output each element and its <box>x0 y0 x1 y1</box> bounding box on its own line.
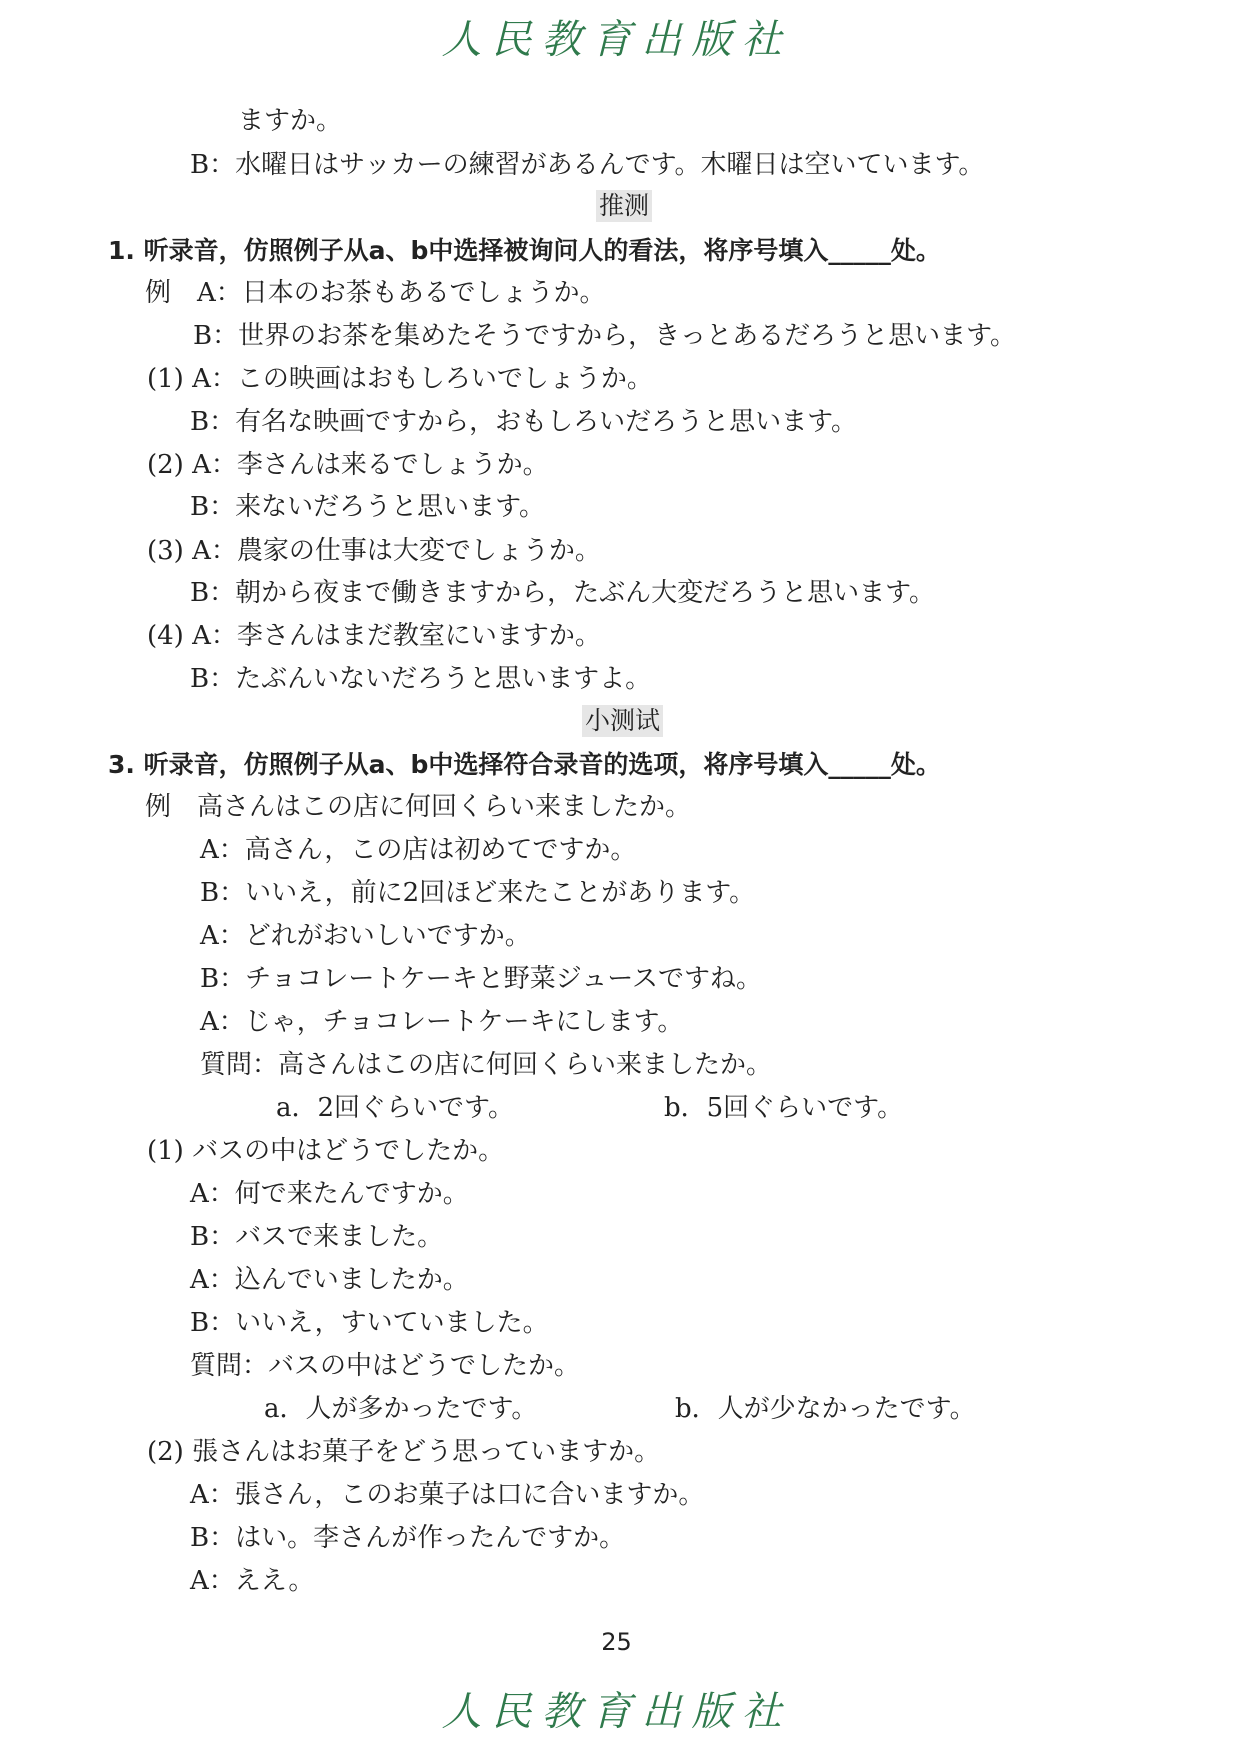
example-line: B：いいえ，前に2回ほど来たことがあります。 <box>200 878 756 908</box>
option-b: b．人が少なかったです。 <box>675 1394 976 1424</box>
option-a: a．人が多かったです。 <box>264 1394 538 1424</box>
option-b: b．5回ぐらいです。 <box>664 1093 904 1123</box>
item-line: A：込んでいましたか。 <box>190 1265 469 1295</box>
item-line: B：はい。李さんが作ったんですか。 <box>190 1523 626 1553</box>
example-line: A：どれがおいしいですか。 <box>200 921 531 951</box>
item-line: A：何で来たんですか。 <box>190 1179 469 1209</box>
item-line: B：来ないだろうと思います。 <box>190 492 546 522</box>
item-line: 質問：バスの中はどうでしたか。 <box>190 1351 581 1381</box>
example-line: 例 A：日本のお茶もあるでしょうか。 <box>145 278 606 308</box>
page-number: 25 <box>601 1628 632 1656</box>
item-line: B：有名な映画ですから，おもしろいだろうと思います。 <box>190 407 858 437</box>
item-line: B：バスで来ました。 <box>190 1222 444 1252</box>
item-line: (1) A：この映画はおもしろいでしょうか。 <box>147 364 653 394</box>
example-line: 例 高さんはこの店に何回くらい来ましたか。 <box>145 792 692 822</box>
item-line: A：ええ。 <box>190 1566 315 1596</box>
item-line: (2) 張さんはお菓子をどう思っていますか。 <box>147 1437 661 1467</box>
item-line: B：たぶんいないだろうと思いますよ。 <box>190 664 652 694</box>
option-a: a．2回ぐらいです。 <box>276 1093 514 1123</box>
example-line: B：チョコレートケーキと野菜ジュースですね。 <box>200 964 762 994</box>
item-line: B：朝から夜まで働きますから，たぶん大変だろうと思います。 <box>190 578 936 608</box>
item-line: B：いいえ，すいていました。 <box>190 1308 549 1338</box>
exercise-instruction-1: 1. 听录音，仿照例子从a、b中选择被询问人的看法，将序号填入_____处。 <box>108 236 941 265</box>
section-heading-guess: 推测 <box>596 190 652 222</box>
item-line: A：張さん，このお菓子は口に合いますか。 <box>190 1480 705 1510</box>
example-line: A：じゃ，チョコレートケーキにします。 <box>200 1007 684 1037</box>
item-line: (4) A：李さんはまだ教室にいますか。 <box>147 621 601 651</box>
example-line: A：高さん，この店は初めてですか。 <box>200 835 637 865</box>
publisher-logo-bottom: 人民教育出版社 <box>441 1689 792 1735</box>
example-line: 質問：高さんはこの店に何回くらい来ましたか。 <box>200 1050 773 1080</box>
item-line: (3) A：農家の仕事は大変でしょうか。 <box>147 536 601 566</box>
example-line: B：世界のお茶を集めたそうですから，きっとあるだろうと思います。 <box>193 321 1017 351</box>
section-heading-quiz: 小测试 <box>582 705 663 737</box>
dialogue-line: ますか。 <box>238 106 343 136</box>
dialogue-line: B：水曜日はサッカーの練習があるんです。木曜日は空いています。 <box>190 150 985 180</box>
exercise-instruction-3: 3. 听录音，仿照例子从a、b中选择符合录音的选项，将序号填入_____处。 <box>108 750 941 779</box>
publisher-logo-top: 人民教育出版社 <box>441 17 792 63</box>
item-line: (1) バスの中はどうでしたか。 <box>147 1136 505 1166</box>
item-line: (2) A：李さんは来るでしょうか。 <box>147 450 549 480</box>
